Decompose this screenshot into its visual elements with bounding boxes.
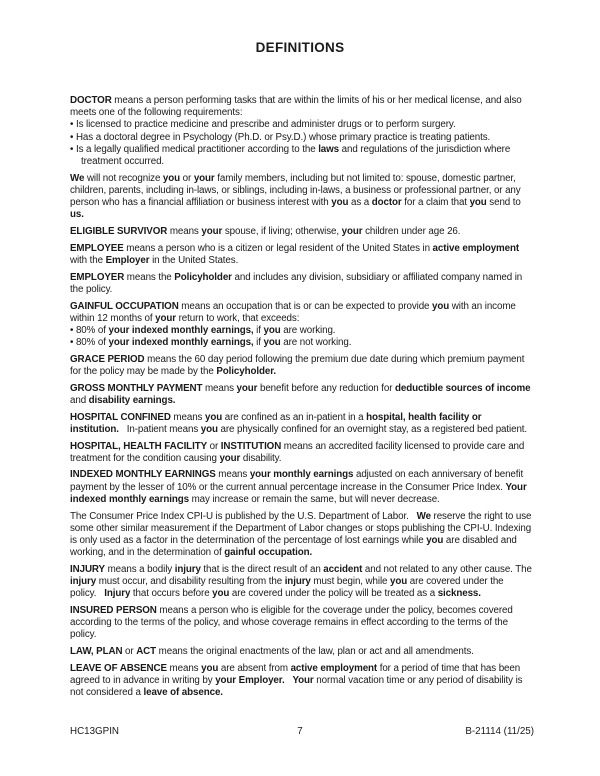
definitions-body: [70, 95, 536, 699]
bullet-doctor-licensed: • Is licensed to practice medicine and prescribe and administer drugs or to perform surgery.: [70, 119, 456, 131]
footer-page-number: 7: [297, 726, 303, 737]
definition-gainful-occupation: GAINFUL OCCUPATION means an occupation that is or can be expected to provide you with an income within 12 months of your return to work, that exceeds:: [70, 300, 516, 324]
page-footer: [0, 726, 600, 740]
definition-gross-monthly-payment: GROSS MONTHLY PAYMENT means your benefit before any reduction for deductible sources of income and disability earnings.: [70, 382, 531, 406]
bullet-gainful-working: • 80% of your indexed monthly earnings, if you are working.: [70, 324, 336, 336]
definition-employer: EMPLOYER means the Policyholder and includes any division, subsidiary or affiliated company named in the policy.: [70, 271, 523, 295]
bullet-doctor-legally-qualified: • Is a legally qualified medical practitioner according to the laws and regulations of the jurisdiction where treatment occurred.: [70, 143, 511, 168]
definition-insured-person: INSURED PERSON means a person who is eligible for the coverage under the policy, becomes covered according to the terms of the policy, and whose coverage remains in effect according to the terms of the policy.: [70, 605, 513, 641]
definition-grace-period: GRACE PERIOD means the 60 day period following the premium due date during which premium payment for the policy may be made by the Policyholder.: [70, 353, 525, 378]
paragraph-consumer-price-index: The Consumer Price Index CPI-U is published by the U.S. Department of Labor. We reserve the right to use some other similar measurement if the Department of Labor changes or stops publishing the CPI-U. Indexing is only used as a factor in the determination of the percentage of lost earnings while you are disabled and working, and in the determination of gainful occupation.: [70, 510, 532, 559]
definition-leave-of-absence: LEAVE OF ABSENCE means you are absent from active employment for a period of time that has been agreed to in advance in writing by your Employer. Your normal vacation time or any period of disability is not considered a leave of absence.: [70, 662, 523, 699]
definition-eligible-survivor: ELIGIBLE SURVIVOR means your spouse, if living; otherwise, your children under age 26.: [70, 226, 461, 238]
bullet-doctor-doctoral-degree: • Has a doctoral degree in Psychology (Ph.D. or Psy.D.) whose primary practice is treating patients.: [70, 131, 491, 143]
footer-document-code: B-21114 (11/25): [465, 726, 534, 737]
definition-doctor: DOCTOR means a person performing tasks that are within the limits of his or her medical license, and also meets one of the following requirements:: [70, 95, 522, 119]
page-title: DEFINITIONS: [255, 40, 345, 55]
definition-law-plan-act: LAW, PLAN or ACT means the original enactments of the law, plan or act and all amendments.: [70, 646, 474, 658]
definition-employee: EMPLOYEE means a person who is a citizen or legal resident of the United States in active employment with the Employer in the United States.: [70, 242, 520, 266]
bullet-gainful-not-working: • 80% of your indexed monthly earnings, if you are not working.: [70, 337, 352, 349]
paragraph-doctor-exclusions: We will not recognize you or your family members, including but not limited to: spouse, domestic partner, children, parents, including in-laws, or siblings, including in-laws, a business or professional partner, or any person who has a financial affiliation or business interest with you as a doctor for a claim that you send to us.: [70, 172, 521, 221]
definition-injury: INJURY means a bodily injury that is the direct result of an accident and not related to any other cause. The injury must occur, and disability resulting from the injury must begin, while you are covered under the policy. Injury that occurs before you are covered under the policy will be treated as a sickness.: [70, 563, 532, 600]
definition-hospital-confined: HOSPITAL CONFINED means you are confined as an in-patient in a hospital, health facility or institution. In-patient means you are physically confined for an overnight stay, as a registered bed patient.: [70, 411, 528, 435]
footer-form-number: HC13GPIN: [70, 726, 119, 737]
definition-hospital-health-facility-institution: HOSPITAL, HEALTH FACILITY or INSTITUTION means an accredited facility licensed to provide care and treatment for the condition causing your disability.: [70, 440, 525, 464]
definition-indexed-monthly-earnings: INDEXED MONTHLY EARNINGS means your monthly earnings adjusted on each anniversary of benefit payment by the lesser of 10% or the current annual percentage increase in the Consumer Price Index. Your indexed monthly earnings may increase or remain the same, but will never decrease.: [70, 469, 527, 505]
